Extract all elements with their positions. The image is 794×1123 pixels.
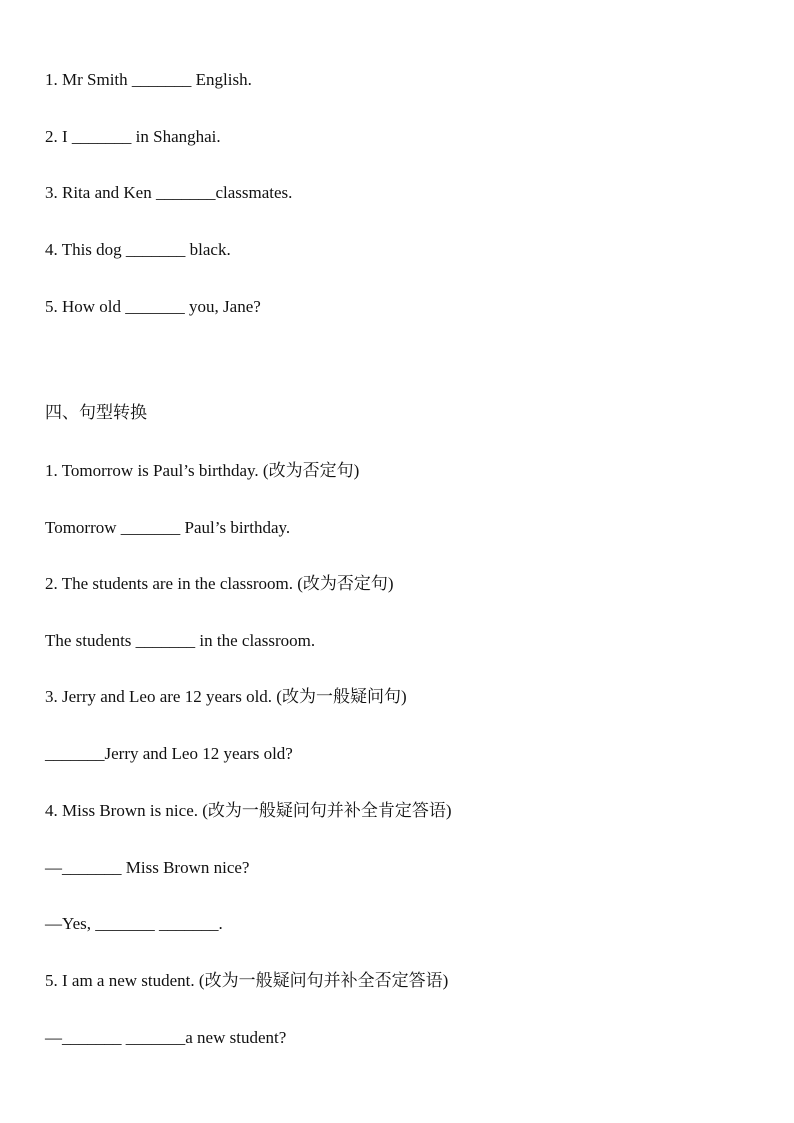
- question-line: 1. Mr Smith _______ English.: [45, 70, 252, 89]
- prompt-line: 2. The students are in the classroom. (改为否定句): [45, 574, 394, 593]
- question-line: 3. Rita and Ken _______classmates.: [45, 183, 293, 202]
- answer-line: —_______ Miss Brown nice?: [45, 858, 250, 877]
- question-line: 4. This dog _______ black.: [45, 240, 231, 259]
- prompt-line: 1. Tomorrow is Paul’s birthday. (改为否定句): [45, 461, 360, 480]
- prompt-line: 5. I am a new student. (改为一般疑问句并补全否定答语): [45, 971, 449, 990]
- answer-line: The students _______ in the classroom.: [45, 631, 316, 650]
- question-line: 2. I _______ in Shanghai.: [45, 127, 221, 146]
- answer-line: _______Jerry and Leo 12 years old?: [45, 744, 293, 763]
- prompt-line: 3. Jerry and Leo are 12 years old. (改为一般疑问句): [45, 687, 407, 706]
- answer-line: —_______ _______a new student?: [45, 1028, 287, 1047]
- answer-line: Tomorrow _______ Paul’s birthday.: [45, 518, 291, 537]
- answer-line: —Yes, _______ _______.: [45, 914, 223, 933]
- section-title: 四、句型转换: [45, 403, 147, 423]
- prompt-line: 4. Miss Brown is nice. (改为一般疑问句并补全肯定答语): [45, 801, 452, 820]
- question-line: 5. How old _______ you, Jane?: [45, 297, 261, 316]
